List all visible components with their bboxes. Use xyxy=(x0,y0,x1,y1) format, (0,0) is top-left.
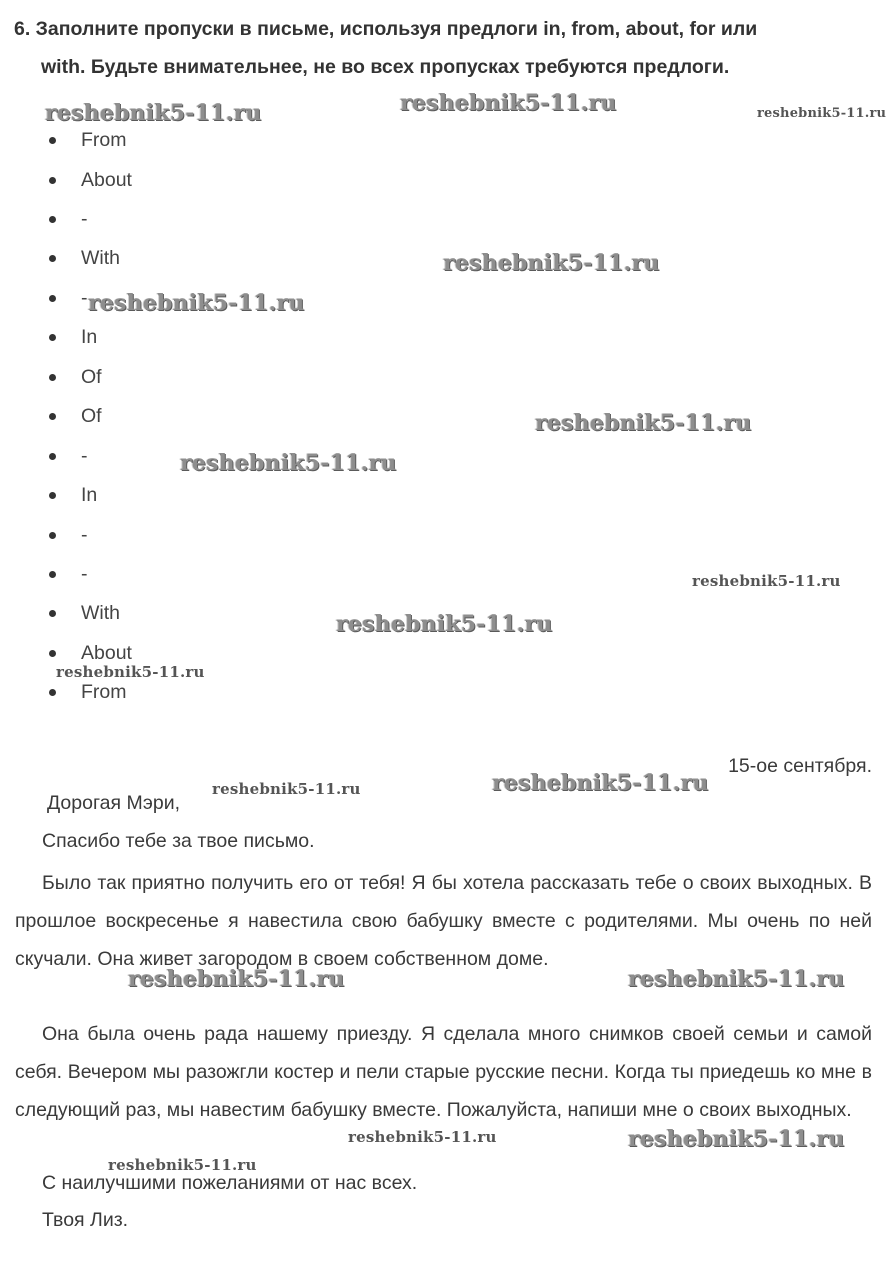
watermark: reshebnik5-11.ru xyxy=(180,450,397,476)
bullet-icon xyxy=(49,689,56,696)
watermark: reshebnik5-11.ru xyxy=(692,572,841,590)
bullet-icon xyxy=(49,177,56,184)
watermark: reshebnik5-11.ru xyxy=(492,770,709,796)
watermark: reshebnik5-11.ru xyxy=(56,663,205,681)
watermark: reshebnik5-11.ru xyxy=(628,1126,845,1152)
answer-word: - xyxy=(81,287,88,309)
watermark: reshebnik5-11.ru xyxy=(535,410,752,436)
answer-word: About xyxy=(81,169,132,191)
answer-word: - xyxy=(81,208,88,230)
watermark: reshebnik5-11.ru xyxy=(348,1128,497,1146)
bullet-icon xyxy=(49,532,56,539)
watermark: reshebnik5-11.ru xyxy=(108,1156,257,1174)
watermark: reshebnik5-11.ru xyxy=(212,780,361,798)
task-line-1: 6. Заполните пропуски в письме, используя предлоги in, from, about, for или xyxy=(14,18,758,40)
letter-thanks: Спасибо тебе за твое письмо. xyxy=(42,830,315,852)
bullet-icon xyxy=(49,255,56,262)
answer-word: In xyxy=(81,326,98,348)
answer-word: - xyxy=(81,563,88,585)
answer-word: From xyxy=(81,681,127,703)
bullet-icon xyxy=(49,413,56,420)
watermark: reshebnik5-11.ru xyxy=(443,250,660,276)
watermark: reshebnik5-11.ru xyxy=(400,90,617,116)
watermark: reshebnik5-11.ru xyxy=(128,966,345,992)
bullet-icon xyxy=(49,453,56,460)
watermark: reshebnik5-11.ru xyxy=(88,290,305,316)
answer-word: Of xyxy=(81,405,102,427)
letter-signature: Твоя Лиз. xyxy=(42,1209,129,1231)
watermark: reshebnik5-11.ru xyxy=(757,106,887,121)
answer-word: With xyxy=(81,602,120,624)
bullet-icon xyxy=(49,650,56,657)
watermark: reshebnik5-11.ru xyxy=(45,100,262,126)
letter-paragraph-2: Она была очень рада нашему приезду. Я сделала много снимков своей семьи и самой себя. Вечером мы разожгли костер и пели старые русские песни. Когда ты приедешь ко мне в следующий раз, мы навестим бабушку вместе. Пожалуйста, напиши мне о своих выходных. xyxy=(15,1023,872,1121)
answer-word: Of xyxy=(81,366,102,388)
answer-word: About xyxy=(81,642,132,664)
task-instruction xyxy=(14,10,874,86)
watermark: reshebnik5-11.ru xyxy=(628,966,845,992)
letter-greeting: Дорогая Мэри, xyxy=(47,792,181,814)
bullet-icon xyxy=(49,610,56,617)
watermark: reshebnik5-11.ru xyxy=(336,611,553,637)
bullet-icon xyxy=(49,295,56,302)
answer-word: With xyxy=(81,247,120,269)
answer-word: - xyxy=(81,445,88,467)
answer-word: - xyxy=(81,524,88,546)
bullet-icon xyxy=(49,137,56,144)
letter-paragraph-1: Было так приятно получить его от тебя! Я бы хотела рассказать тебе о своих выходных. В прошлое воскресенье я навестила свою бабушку вместе с родителями. Мы очень по ней скучали. Она живет загородом в своем собственном доме. xyxy=(15,872,872,970)
bullet-icon xyxy=(49,492,56,499)
answer-word: In xyxy=(81,484,98,506)
bullet-icon xyxy=(49,334,56,341)
letter-closing: С наилучшими пожеланиями от нас всех. xyxy=(42,1172,418,1194)
bullet-icon xyxy=(49,374,56,381)
letter-date: 15-ое сентября. xyxy=(728,755,872,777)
bullet-icon xyxy=(49,216,56,223)
task-line-2: with. Будьте внимательнее, не во всех пропусках требуются предлоги. xyxy=(41,56,730,78)
answer-word: From xyxy=(81,129,127,151)
bullet-icon xyxy=(49,571,56,578)
